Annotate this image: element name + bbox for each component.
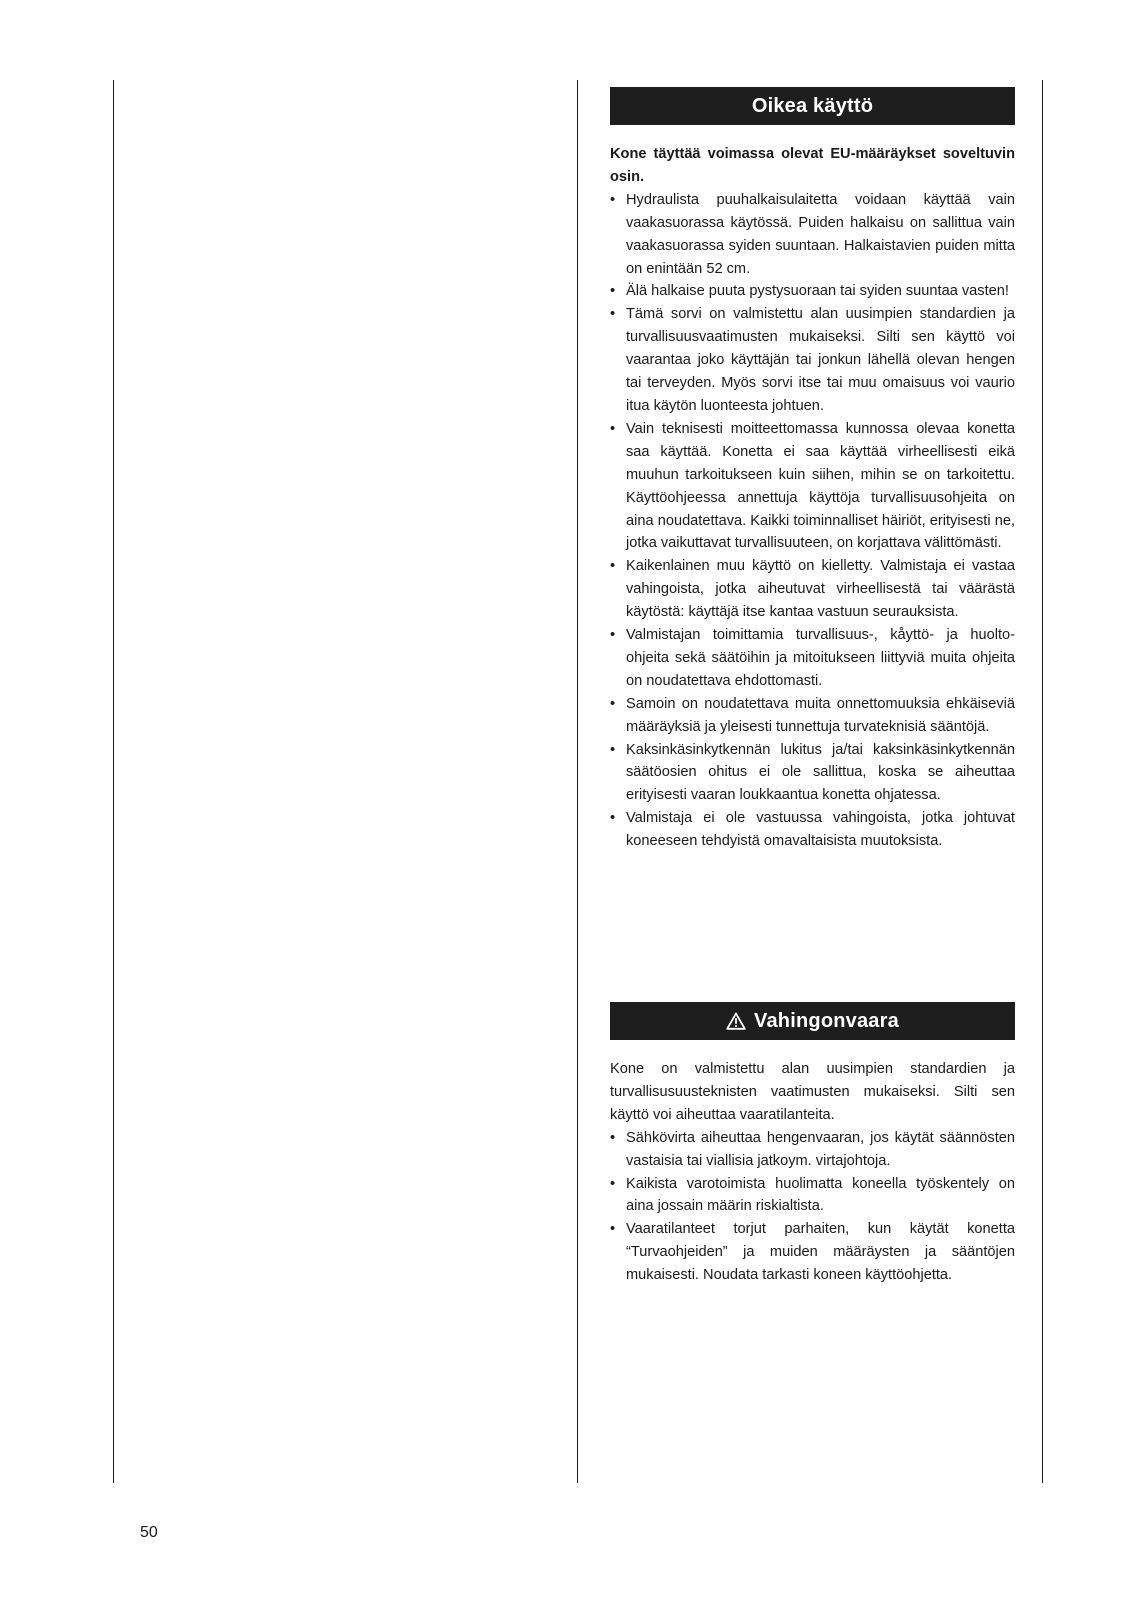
section-heading-bar <box>610 87 1015 125</box>
section-danger <box>610 1002 1015 1287</box>
bullet-list <box>610 1127 1015 1287</box>
page-number: 50 <box>140 1524 158 1541</box>
section-title: Vahingonvaara <box>754 1009 899 1032</box>
warning-triangle-icon <box>726 1012 746 1030</box>
list-item: • Valmistajan toimittamia turvallisuus-, kåyttö- ja huolto-ohjeita sekä säätöihin ja mitoitukseen liittyviä muita ohjeita on noudatettava ehdottomasti. <box>610 624 1015 693</box>
section-intended-use <box>610 87 1015 853</box>
list-item: • Vaaratilanteet torjut parhaiten, kun käytät konetta “Turvaohjeiden” ja muiden määräysten ja sääntöjen mukaisesti. Noudata tarkasti koneen käyttöohjetta. <box>610 1218 1015 1287</box>
list-item: • Vain teknisesti moitteettomassa kunnossa olevaa konetta saa käyttää. Konetta ei saa käyttää virheellisesti eikä muuhun tarkoitukseen kuin siihen, mihin se on tarkoitettu. Käyttöohjeessa annettuja käyttöja turvallisuusohjeita on aina noudatettava. Kaikki toiminnalliset häiriöt, erityisesti ne, jotka vaikuttavat turvallisuuteen, on korjattava välittömästi. <box>610 418 1015 555</box>
list-item: • Hydraulista puuhalkaisulaitetta voidaan käyttää vain vaakasuorassa käytössä. Puiden halkaisu on sallittua vain vaakasuorassa syiden suuntaan. Halkaistavien puiden mitta on enintään 52 cm. <box>610 189 1015 281</box>
list-item: • Kaikista varotoimista huolimatta koneella työskentely on aina jossain määrin riskialtista. <box>610 1173 1015 1219</box>
list-item: • Valmistaja ei ole vastuussa vahingoista, jotka johtuvat koneeseen tehdyistä omavaltaisista muutoksista. <box>610 807 1015 853</box>
list-item: • Älä halkaise puuta pystysuoraan tai syiden suuntaa vasten! <box>610 280 1015 303</box>
column-rule-right <box>1042 80 1043 1483</box>
bullet-list <box>610 189 1015 853</box>
list-item: • Kaikenlainen muu käyttö on kielletty. Valmistaja ei vastaa vahingoista, jotka aiheutuvat virheellisestä tai väärästä käytöstä: käyttäjä itse kantaa vastuun seurauksista. <box>610 555 1015 624</box>
list-item: • Samoin on noudatettava muita onnettomuuksia ehkäiseviä määräyksiä ja yleisesti tunnettuja turvateknisiä sääntöjä. <box>610 693 1015 739</box>
list-item: • Kaksinkäsinkytkennän lukitus ja/tai kaksinkäsinkytkennän säätöosien ohitus ei ole sallittua, koska se aiheuttaa erityisesti vaaran loukkaantua konetta ohjatessa. <box>610 739 1015 808</box>
section-intro: Kone on valmistettu alan uusimpien standardien ja turvallisusuusteknisten vaatimusten mukaiseksi. Silti sen käyttö voi aiheuttaa vaaratilanteita. <box>610 1061 1015 1123</box>
section-title: Oikea käyttö <box>751 94 874 117</box>
column-rule-middle <box>577 80 578 1483</box>
list-item: • Sähkövirta aiheuttaa hengenvaaran, jos käytät säännösten vastaisia tai viallisia jatkoym. virtajohtoja. <box>610 1127 1015 1173</box>
column-rule-left <box>113 80 114 1483</box>
section-heading-bar <box>610 1002 1015 1040</box>
section-lead: Kone täyttää voimassa olevat EU-määräykset soveltuvin osin. <box>610 146 1015 185</box>
list-item: • Tämä sorvi on valmistettu alan uusimpien standardien ja turvallisuusvaatimusten mukaiseksi. Silti sen käyttö voi vaarantaa joko käyttäjän tai jonkun lähellä olevan hengen tai terveyden. Myös sorvi itse tai muu omaisuus voi vaurio itua käytön luonteesta johtuen. <box>610 303 1015 418</box>
